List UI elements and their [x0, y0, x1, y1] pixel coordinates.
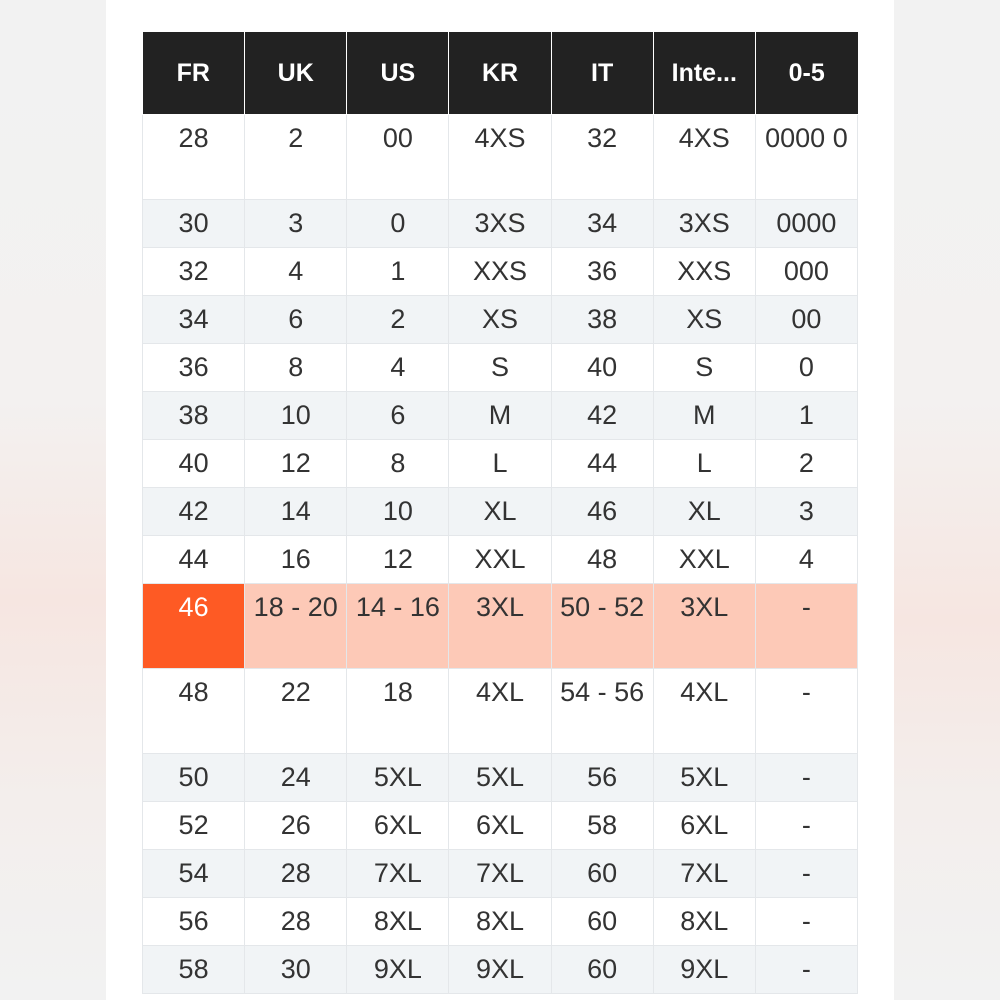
- table-cell: 38: [143, 392, 245, 440]
- table-cell: 60: [551, 850, 653, 898]
- table-cell: 56: [143, 898, 245, 946]
- table-cell: 9XL: [449, 946, 551, 994]
- table-cell: 00: [755, 296, 857, 344]
- table-cell: 8: [245, 344, 347, 392]
- table-cell: 8: [347, 440, 449, 488]
- table-row: [143, 850, 858, 898]
- table-cell: 9XL: [653, 946, 755, 994]
- table-cell: 1: [347, 248, 449, 296]
- table-cell: 60: [551, 898, 653, 946]
- table-cell: 3: [245, 200, 347, 248]
- table-cell: 5XL: [449, 754, 551, 802]
- table-cell: 30: [245, 946, 347, 994]
- table-row: [143, 754, 858, 802]
- table-cell: 58: [143, 946, 245, 994]
- table-cell: 42: [551, 392, 653, 440]
- background-right: [894, 0, 1000, 1000]
- table-cell: 4: [755, 536, 857, 584]
- table-cell: 7XL: [449, 850, 551, 898]
- table-cell: 4XL: [653, 669, 755, 754]
- table-cell: 3XS: [653, 200, 755, 248]
- table-cell: 14: [245, 488, 347, 536]
- table-cell: 40: [551, 344, 653, 392]
- table-row-highlighted: [143, 584, 858, 669]
- table-cell: 8XL: [347, 898, 449, 946]
- table-cell: 44: [551, 440, 653, 488]
- table-row: [143, 248, 858, 296]
- table-cell: 9XL: [347, 946, 449, 994]
- table-cell: 0: [347, 200, 449, 248]
- table-cell: XL: [449, 488, 551, 536]
- table-cell: 46: [551, 488, 653, 536]
- table-cell: 6XL: [347, 802, 449, 850]
- table-cell: -: [755, 850, 857, 898]
- table-cell: -: [755, 669, 857, 754]
- table-cell: L: [449, 440, 551, 488]
- table-cell: 38: [551, 296, 653, 344]
- table-row: [143, 488, 858, 536]
- table-cell: 8XL: [653, 898, 755, 946]
- table-cell: 28: [143, 115, 245, 200]
- table-cell: 16: [245, 536, 347, 584]
- table-cell: 7XL: [347, 850, 449, 898]
- table-row: [143, 946, 858, 994]
- table-cell: 12: [347, 536, 449, 584]
- table-cell: 34: [143, 296, 245, 344]
- table-cell: 0000: [755, 200, 857, 248]
- table-header-row: [143, 32, 858, 115]
- column-header-it: IT: [551, 32, 653, 115]
- table-cell: 42: [143, 488, 245, 536]
- table-cell: 26: [245, 802, 347, 850]
- table-row: [143, 669, 858, 754]
- table-cell: 58: [551, 802, 653, 850]
- table-cell: 1: [755, 392, 857, 440]
- table-cell: 18 - 20: [245, 584, 347, 669]
- table-cell: 6: [347, 392, 449, 440]
- table-cell: 32: [143, 248, 245, 296]
- table-cell: 3XL: [653, 584, 755, 669]
- table-cell: 22: [245, 669, 347, 754]
- table-cell: 3XL: [449, 584, 551, 669]
- table-cell: 10: [347, 488, 449, 536]
- table-cell: 2: [755, 440, 857, 488]
- column-header-international: Inte...: [653, 32, 755, 115]
- table-cell: XXS: [653, 248, 755, 296]
- table-cell: 5XL: [653, 754, 755, 802]
- table-cell: 40: [143, 440, 245, 488]
- table-cell: -: [755, 584, 857, 669]
- table-cell: 8XL: [449, 898, 551, 946]
- table-cell: 56: [551, 754, 653, 802]
- table-cell: 54: [143, 850, 245, 898]
- table-cell: XL: [653, 488, 755, 536]
- background-left: [0, 0, 106, 1000]
- table-cell: 60: [551, 946, 653, 994]
- table-cell: 000: [755, 248, 857, 296]
- highlighted-size-cell: 46: [143, 584, 245, 669]
- table-row: [143, 440, 858, 488]
- table-cell: XS: [449, 296, 551, 344]
- table-cell: 48: [143, 669, 245, 754]
- table-cell: 50: [143, 754, 245, 802]
- table-cell: 4: [245, 248, 347, 296]
- table-cell: 6XL: [449, 802, 551, 850]
- table-cell: 4XS: [653, 115, 755, 200]
- table-cell: 14 - 16: [347, 584, 449, 669]
- table-cell: 24: [245, 754, 347, 802]
- table-cell: M: [449, 392, 551, 440]
- table-cell: 3XS: [449, 200, 551, 248]
- table-cell: 00: [347, 115, 449, 200]
- size-conversion-table: [142, 32, 858, 994]
- column-header-fr: FR: [143, 32, 245, 115]
- table-row: [143, 115, 858, 200]
- table-cell: 36: [551, 248, 653, 296]
- column-header-0-5: 0-5: [755, 32, 857, 115]
- table-cell: 5XL: [347, 754, 449, 802]
- table-cell: 0: [755, 344, 857, 392]
- table-cell: -: [755, 946, 857, 994]
- table-row: [143, 898, 858, 946]
- table-cell: S: [449, 344, 551, 392]
- table-cell: L: [653, 440, 755, 488]
- column-header-us: US: [347, 32, 449, 115]
- table-cell: 50 - 52: [551, 584, 653, 669]
- table-cell: 18: [347, 669, 449, 754]
- table-cell: 4XS: [449, 115, 551, 200]
- table-cell: 32: [551, 115, 653, 200]
- table-cell: 36: [143, 344, 245, 392]
- table-cell: 34: [551, 200, 653, 248]
- table-cell: M: [653, 392, 755, 440]
- table-cell: 3: [755, 488, 857, 536]
- table-row: [143, 536, 858, 584]
- table-cell: 6XL: [653, 802, 755, 850]
- table-cell: 52: [143, 802, 245, 850]
- table-cell: XXL: [449, 536, 551, 584]
- table-cell: XS: [653, 296, 755, 344]
- table-cell: 12: [245, 440, 347, 488]
- table-cell: 2: [347, 296, 449, 344]
- table-row: [143, 802, 858, 850]
- table-cell: 44: [143, 536, 245, 584]
- table-cell: 2: [245, 115, 347, 200]
- table-row: [143, 200, 858, 248]
- table-cell: 28: [245, 898, 347, 946]
- table-cell: XXS: [449, 248, 551, 296]
- table-cell: 6: [245, 296, 347, 344]
- table-cell: S: [653, 344, 755, 392]
- column-header-uk: UK: [245, 32, 347, 115]
- table-cell: -: [755, 898, 857, 946]
- column-header-kr: KR: [449, 32, 551, 115]
- table-cell: 10: [245, 392, 347, 440]
- table-row: [143, 392, 858, 440]
- table-cell: 4XL: [449, 669, 551, 754]
- table-cell: 4: [347, 344, 449, 392]
- table-cell: -: [755, 802, 857, 850]
- table-row: [143, 344, 858, 392]
- table-row: [143, 296, 858, 344]
- table-cell: XXL: [653, 536, 755, 584]
- table-cell: -: [755, 754, 857, 802]
- table-cell: 54 - 56: [551, 669, 653, 754]
- table-cell: 48: [551, 536, 653, 584]
- table-cell: 0000 0: [755, 115, 857, 200]
- table-cell: 7XL: [653, 850, 755, 898]
- table-cell: 28: [245, 850, 347, 898]
- table-cell: 30: [143, 200, 245, 248]
